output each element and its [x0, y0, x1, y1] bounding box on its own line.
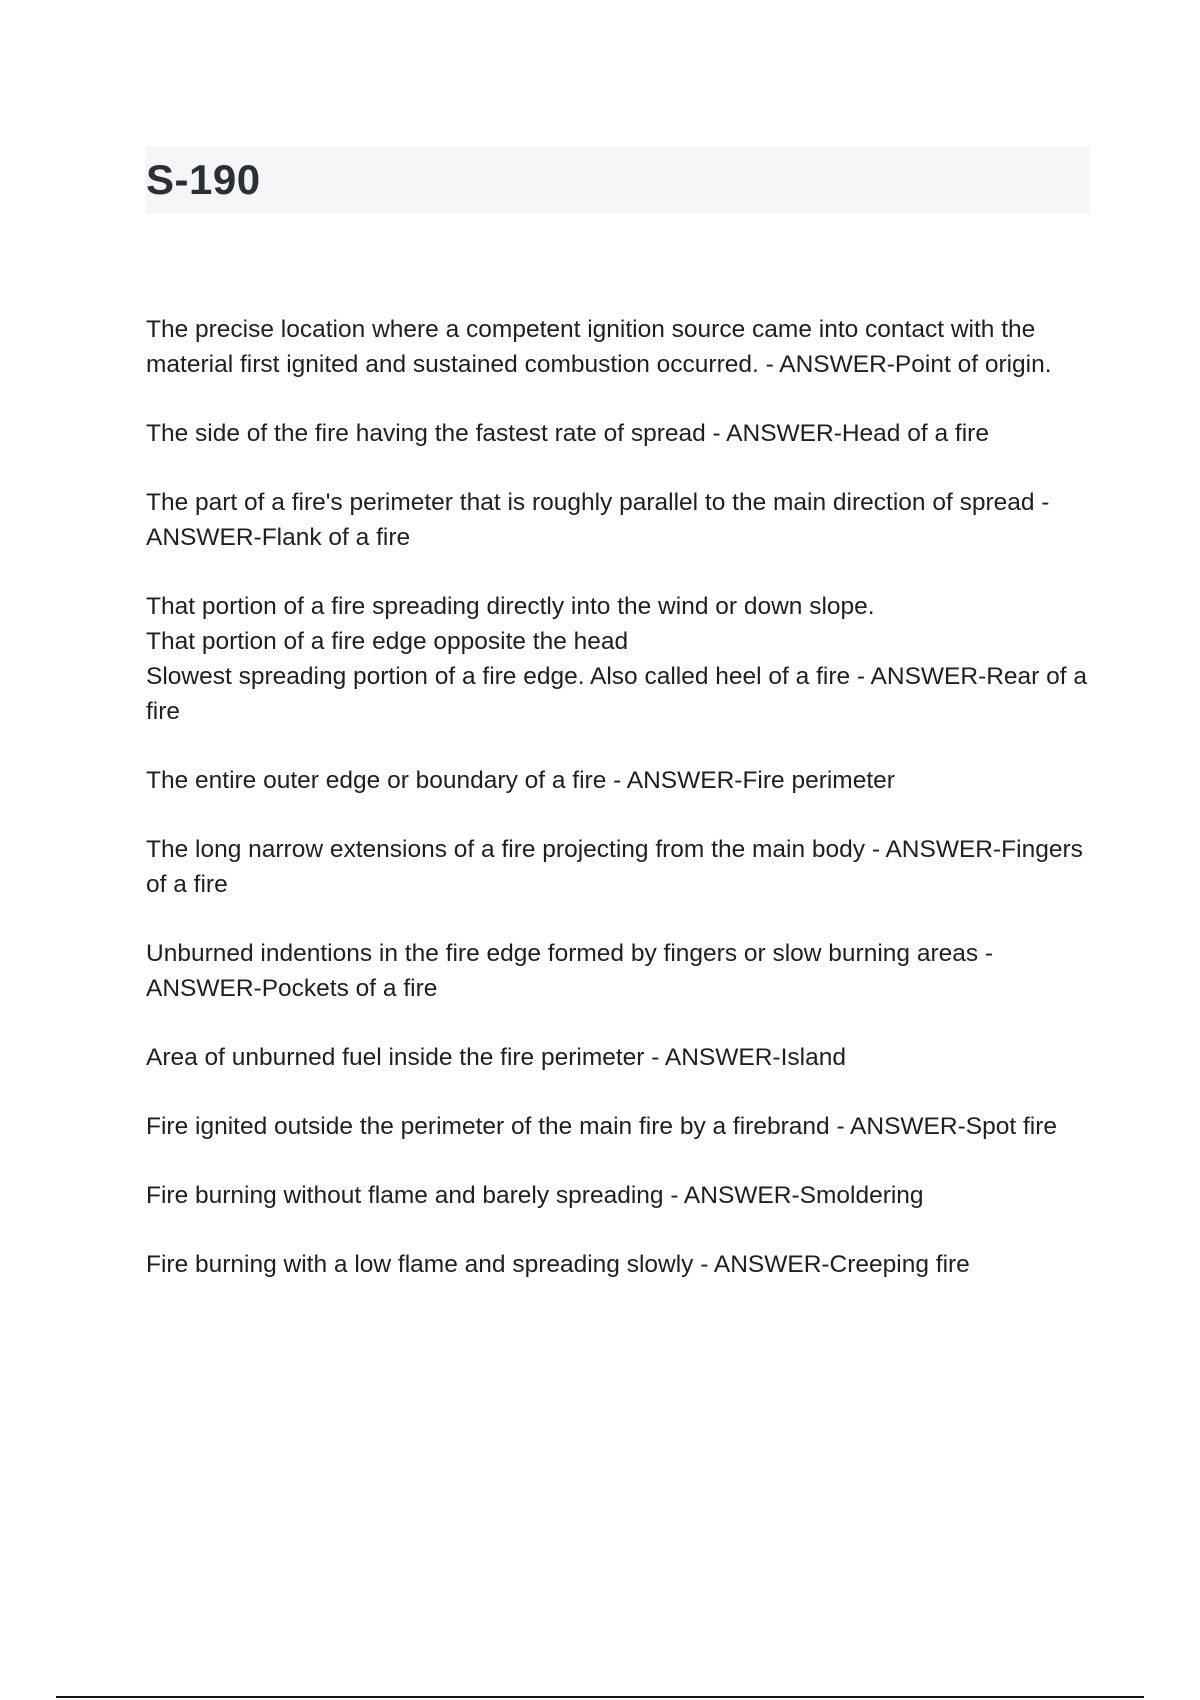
qa-item: Fire ignited outside the perimeter of the main fire by a firebrand - ANSWER-Spot fire [146, 1113, 1057, 1140]
qa-item: The precise location where a competent ignition source came into contact with the material first ignited and sustained combustion occurred. - ANSWER-Point of origin. [146, 316, 1052, 378]
footer-divider [56, 1696, 1144, 1698]
qa-item: That portion of a fire spreading directly into the wind or down slope. That portion of a fire edge opposite the head Slowest spreading portion of a fire edge. Also called heel of a fire - ANSWER-Rear of a fire [146, 593, 1088, 725]
title-banner [146, 146, 1090, 214]
qa-item: Unburned indentions in the fire edge formed by fingers or slow burning areas - ANSWER-Pockets of a fire [146, 940, 994, 1002]
qa-item: Fire burning without flame and barely spreading - ANSWER-Smoldering [146, 1182, 924, 1209]
qa-item: The long narrow extensions of a fire projecting from the main body - ANSWER-Fingers of a fire [146, 836, 1083, 898]
qa-item: The entire outer edge or boundary of a fire - ANSWER-Fire perimeter [146, 767, 895, 794]
qa-item: Fire burning with a low flame and spreading slowly - ANSWER-Creeping fire [146, 1251, 970, 1278]
qa-item: Area of unburned fuel inside the fire perimeter - ANSWER-Island [146, 1044, 846, 1071]
qa-item: The part of a fire's perimeter that is roughly parallel to the main direction of spread - ANSWER-Flank of a fire [146, 489, 1050, 551]
page-title: S-190 [146, 156, 261, 203]
qa-item: The side of the fire having the fastest rate of spread - ANSWER-Head of a fire [146, 420, 989, 447]
qa-list [146, 312, 1096, 1316]
